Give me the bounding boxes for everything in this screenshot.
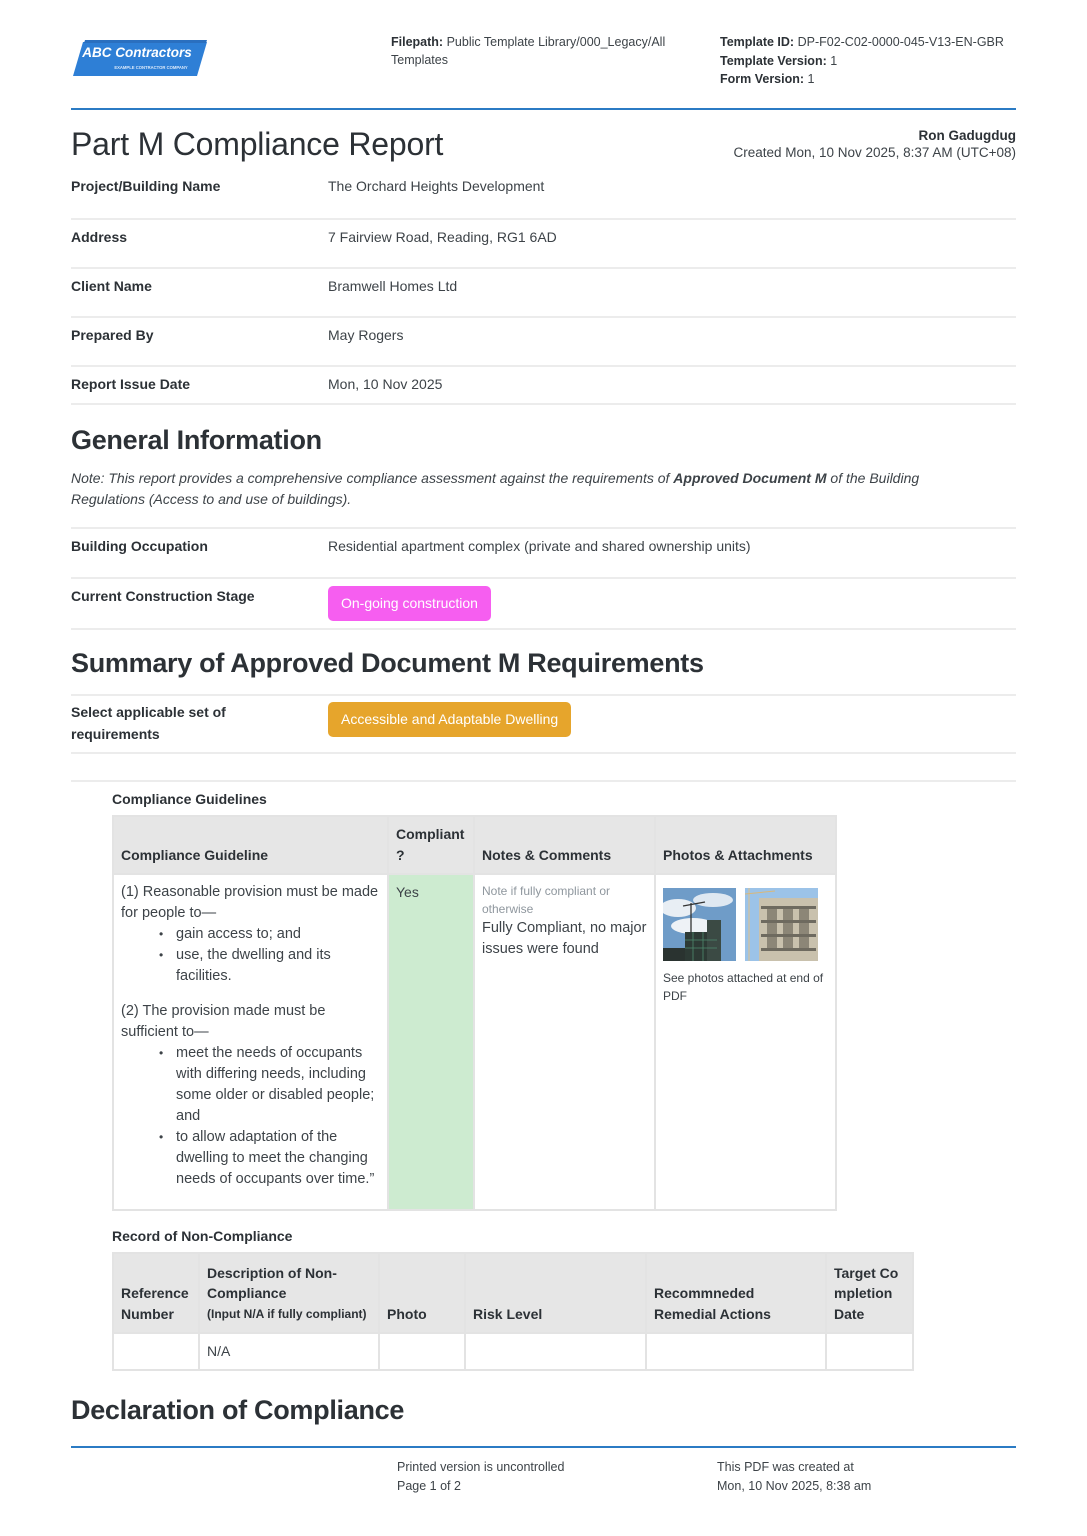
field-value: May Rogers [328, 327, 404, 343]
field-label: Address [71, 229, 128, 245]
field-label: Select applicable set of requirements [71, 704, 226, 742]
document-header [71, 0, 1016, 110]
svg-text:ABC Contractors: ABC Contractors [82, 45, 192, 60]
field-label: Report Issue Date [71, 376, 191, 392]
field-value: Bramwell Homes Ltd [328, 278, 458, 294]
section-title-summary: Summary of Approved Document M Requirements [71, 648, 704, 678]
created-timestamp: Created Mon, 10 Nov 2025, 8:37 AM (UTC+08) [733, 145, 1016, 160]
footer-page-info [397, 1458, 564, 1495]
field-row-issue-date [71, 367, 1016, 405]
guideline-cell [113, 874, 388, 1210]
field-label: Building Occupation [71, 538, 208, 554]
field-value: Mon, 10 Nov 2025 [328, 376, 443, 392]
table-header-row [113, 1253, 913, 1333]
photos-caption: See photos attached at end of PDF [663, 971, 824, 1003]
field-row-construction-stage [71, 579, 1016, 630]
guidelines-table [112, 815, 837, 1211]
field-value: The Orchard Heights Development [328, 178, 545, 194]
field-row-client [71, 269, 1016, 318]
photo-image-icon [745, 888, 818, 961]
general-note [71, 468, 971, 509]
company-logo [73, 40, 207, 78]
guideline-list [121, 1043, 380, 1190]
note-text: of the Building Regulations (Access to and use of buildings). [71, 470, 920, 507]
column-header: Photos & Attachments [655, 816, 836, 874]
table-row [113, 1333, 913, 1370]
template-id-label: Template ID: [720, 35, 795, 49]
guideline-bullet: • use, the dwelling and its facilities. [176, 945, 380, 987]
note-bold: Approved Document M [673, 470, 827, 486]
page-title: Part M Compliance Report [71, 126, 444, 162]
notes-hint: Note if fully compliant or otherwise [482, 884, 611, 916]
field-value: 7 Fairview Road, Reading, RG1 6AD [328, 229, 557, 245]
field-row-project [71, 170, 1016, 220]
section-title-general: General Information [71, 425, 322, 455]
author-block [733, 127, 1016, 161]
pdf-created-value: Mon, 10 Nov 2025, 8:38 am [717, 1478, 872, 1493]
photo-cell [379, 1333, 465, 1370]
guideline-bullet: • meet the needs of occupants with differing needs, including some older or disabled people; and [176, 1043, 380, 1127]
notes-text: Fully Compliant, no major issues were found [482, 920, 647, 957]
field-label: Prepared By [71, 327, 154, 343]
guidelines-section [71, 791, 1016, 1371]
divider [71, 679, 1016, 696]
column-header-hint: (Input N/A if fully compliant) [207, 1306, 367, 1321]
filepath-label: Filepath: [391, 35, 444, 49]
photo-image-icon [663, 888, 736, 961]
date-cell [826, 1333, 913, 1370]
template-version-value: 1 [830, 53, 838, 68]
column-header: Reference Number [113, 1253, 199, 1333]
form-version-value: 1 [807, 72, 815, 86]
page-number: Page 1 of 2 [397, 1478, 461, 1493]
column-header: Risk Level [465, 1253, 646, 1333]
field-row-address [71, 220, 1016, 269]
field-label: Client Name [71, 278, 152, 294]
column-header: Compliant ? [388, 816, 474, 874]
column-header [199, 1253, 379, 1333]
template-meta [720, 33, 1020, 89]
divider [71, 754, 1016, 782]
footer-created-info [717, 1458, 871, 1495]
guideline-bullet: • to allow adaptation of the dwelling to meet the changing needs of occupants over time.” [176, 1127, 380, 1190]
divider [71, 509, 1016, 529]
guideline-para: (2) The provision made must be sufficient to— [121, 1003, 326, 1040]
field-row-occupation [71, 529, 1016, 579]
column-header: Photo [379, 1253, 465, 1333]
report-page [71, 0, 1016, 1426]
noncompliance-table [112, 1252, 914, 1371]
construction-photo-thumbnail[interactable] [745, 888, 818, 961]
risk-cell [465, 1333, 646, 1370]
filepath-meta [391, 33, 691, 69]
guidelines-title: Compliance Guidelines [112, 791, 267, 807]
compliant-cell: Yes [388, 874, 474, 1210]
column-header-label: Description of Non-Compliance [207, 1264, 337, 1301]
section-title-declaration: Declaration of Compliance [71, 1395, 405, 1425]
svg-text:EXAMPLE CONTRACTOR COMPANY: EXAMPLE CONTRACTOR COMPANY [114, 65, 188, 70]
field-label: Current Construction Stage [71, 588, 255, 604]
description-cell: N/A [199, 1333, 379, 1370]
photos-cell [655, 874, 836, 1210]
pdf-created-label: This PDF was created at [717, 1460, 854, 1474]
requirement-set-badge: Accessible and Adaptable Dwelling [328, 702, 571, 737]
column-header: Compliance Guideline [113, 816, 388, 874]
guideline-list [121, 924, 380, 987]
template-id-value: DP-F02-C02-0000-045-V13-EN-GBR [797, 35, 1004, 49]
guideline-para: (1) Reasonable provision must be made for people to— [121, 884, 379, 921]
template-version-label: Template Version: [720, 53, 827, 68]
field-row-prepared-by [71, 318, 1016, 367]
table-header-row [113, 816, 836, 874]
field-label: Project/Building Name [71, 178, 221, 194]
photo-thumbnails [663, 888, 828, 961]
note-text: Note: This report provides a comprehensive compliance assessment against the requirements of [71, 470, 674, 486]
logo-badge-icon [73, 40, 207, 78]
author-name: Ron Gadugdug [918, 128, 1016, 143]
table-row [113, 874, 836, 1210]
noncompliance-title: Record of Non-Compliance [112, 1228, 293, 1244]
field-value: Residential apartment complex (private and shared ownership units) [328, 538, 751, 554]
form-version-label: Form Version: [720, 72, 805, 86]
uncontrolled-notice: Printed version is uncontrolled [397, 1460, 565, 1474]
reference-cell [113, 1333, 199, 1370]
title-block [71, 110, 1016, 170]
filepath-value: Public Template Library/000_Legacy/All Templates [391, 35, 666, 67]
column-header: Notes & Comments [474, 816, 655, 874]
guideline-bullet: • gain access to; and [176, 924, 380, 945]
notes-cell [474, 874, 655, 1210]
construction-stage-badge: On-going construction [328, 586, 491, 621]
column-header: Recommneded Remedial Actions [646, 1253, 826, 1333]
field-row-requirement-set [71, 696, 1016, 754]
construction-photo-thumbnail[interactable] [663, 888, 736, 961]
footer-divider [71, 1446, 1016, 1448]
actions-cell [646, 1333, 826, 1370]
column-header: Target Completion Date [826, 1253, 913, 1333]
